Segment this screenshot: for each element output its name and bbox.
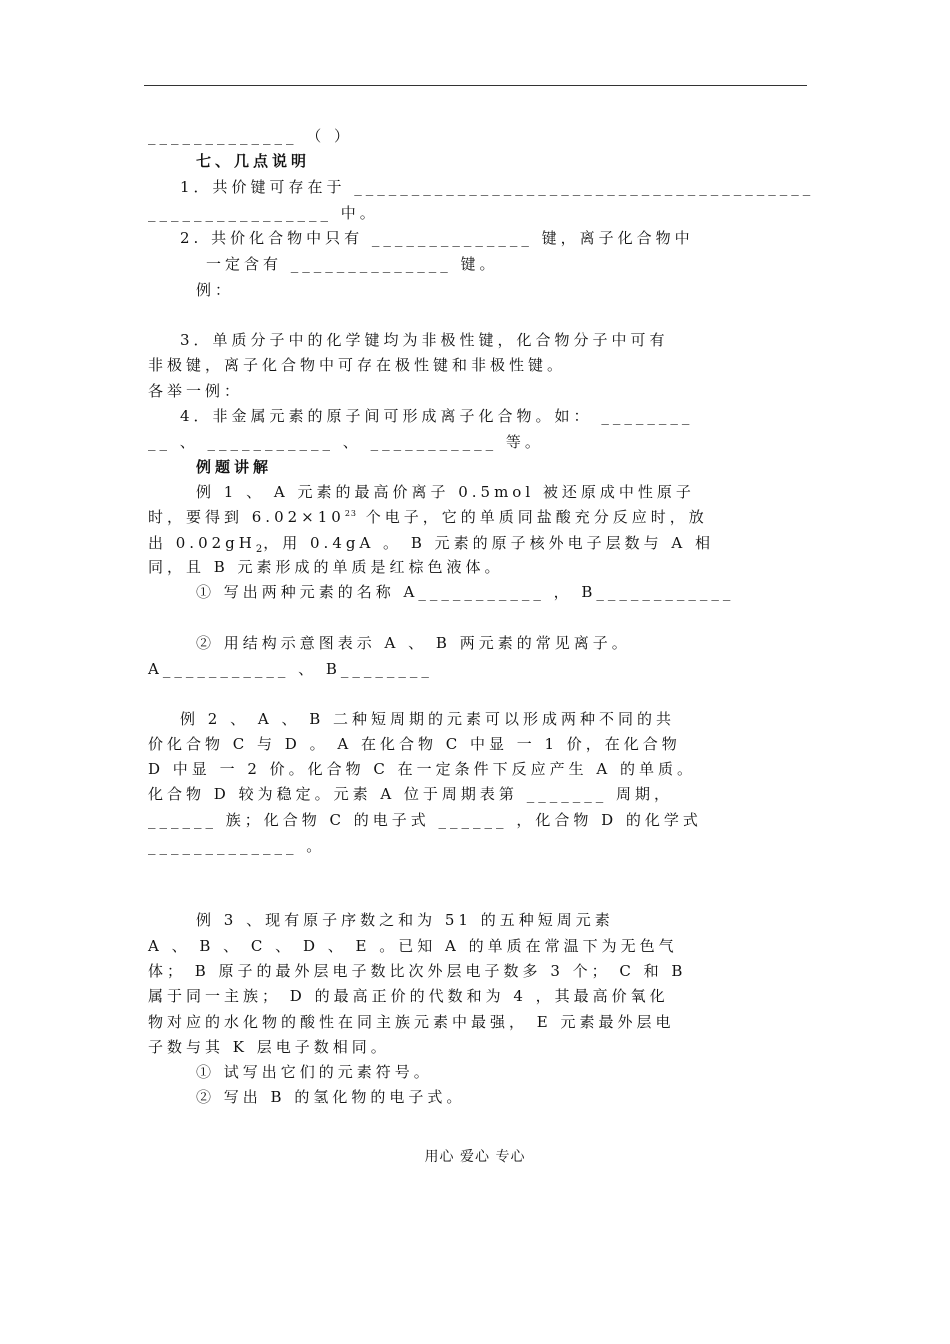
example-1-line-3-a: 出 0.02gH [148, 534, 256, 552]
blank-line-top: _____________ （ ） [148, 127, 354, 145]
page-footer: 用心 爱心 专心 [424, 1149, 526, 1165]
point-2-line-1: 2. 共价化合物中只有 ______________ 键，离子化合物中 [180, 229, 694, 247]
exponent: 23 [344, 509, 358, 518]
point-4-line-1: 4．非金属元素的原子间可形成离子化合物。如： ________ [180, 407, 694, 425]
example-1-q2-answer: A___________ 、 B________ [148, 660, 433, 678]
example-3-line-1: 例 3 、现有原子序数之和为 51 的五种短周元素 [196, 911, 614, 929]
example-3-line-2: A 、 B 、 C 、 D 、 E 。已知 A 的单质在常温下为无色气 [148, 937, 678, 955]
example-label: 例： [196, 281, 235, 299]
example-1-line-3 [148, 533, 808, 553]
example-2-line-3: D 中显 一 2 价。化合物 C 在一定条件下反应产生 A 的单质。 [148, 760, 697, 778]
example-1-line-2-a: 时，要得到 6.02×10 [148, 508, 345, 526]
example-3-line-3: 体； B 原子的最外层电子数比次外层电子数多 3 个； C 和 B [148, 962, 687, 980]
example-1-line-2-b: 个电子，它的单质同盐酸充分反应时，放 [357, 508, 708, 526]
point-1-line-2: ________________ 中。 [148, 204, 379, 222]
examples-heading: 例题讲解 [196, 458, 273, 476]
example-1-line-4: 同，且 B 元素形成的单质是红棕色液体。 [148, 558, 504, 576]
example-2-line-2: 价化合物 C 与 D 。 A 在化合物 C 中显 一 1 价，在化合物 [148, 735, 681, 753]
example-3-line-4: 属于同一主族； D 的最高正价的代数和为 4 ，其最高价氧化 [148, 987, 669, 1005]
example-1-line-2 [148, 507, 808, 527]
example-2-line-5: ______ 族；化合物 C 的电子式 ______ ，化合物 D 的化学式 [148, 811, 702, 829]
point-4-line-2: __ 、 ___________ 、 ___________ 等。 [148, 433, 544, 451]
example-2-line-1: 例 2 、 A 、 B 二种短周期的元素可以形成两种不同的共 [180, 710, 676, 728]
example-3-q1: ① 试写出它们的元素符号。 [196, 1063, 433, 1081]
example-3-line-6: 子数与其 K 层电子数相同。 [148, 1038, 390, 1056]
point-2-line-2: 一定含有 ______________ 键。 [206, 255, 499, 273]
example-2-line-4: 化合物 D 较为稳定。元素 A 位于周期表第 _______ 周期， [148, 785, 673, 803]
example-3-q2: ② 写出 B 的氢化物的电子式。 [196, 1088, 466, 1106]
header-rule [144, 85, 807, 86]
example-1-line-3-b: ，用 0.4gA 。 B 元素的原子核外电子层数与 A 相 [263, 534, 714, 552]
subscript: 2 [255, 544, 264, 555]
example-1-line-1: 例 1 、 A 元素的最高价离子 0.5mol 被还原成中性原子 [196, 483, 695, 501]
point-3-line-1: 3．单质分子中的化学键均为非极性键，化合物分子中可有 [180, 331, 669, 349]
section-heading: 七、几点说明 [196, 152, 311, 170]
example-2-line-6: _____________ 。 [148, 837, 326, 855]
example-1-q2: ② 用结构示意图表示 A 、 B 两元素的常见离子。 [196, 634, 631, 652]
point-3-line-3: 各举一例： [148, 382, 244, 400]
example-1-q1: ① 写出两种元素的名称 A___________ ， B____________ [196, 583, 735, 601]
point-3-line-2: 非极键，离子化合物中可存在极性键和非极性键。 [148, 356, 567, 374]
point-1-line-1: 1．共价键可存在于 ________________________________________ [180, 178, 815, 196]
example-3-line-5: 物对应的水化物的酸性在同主族元素中最强， E 元素最外层电 [148, 1013, 675, 1031]
